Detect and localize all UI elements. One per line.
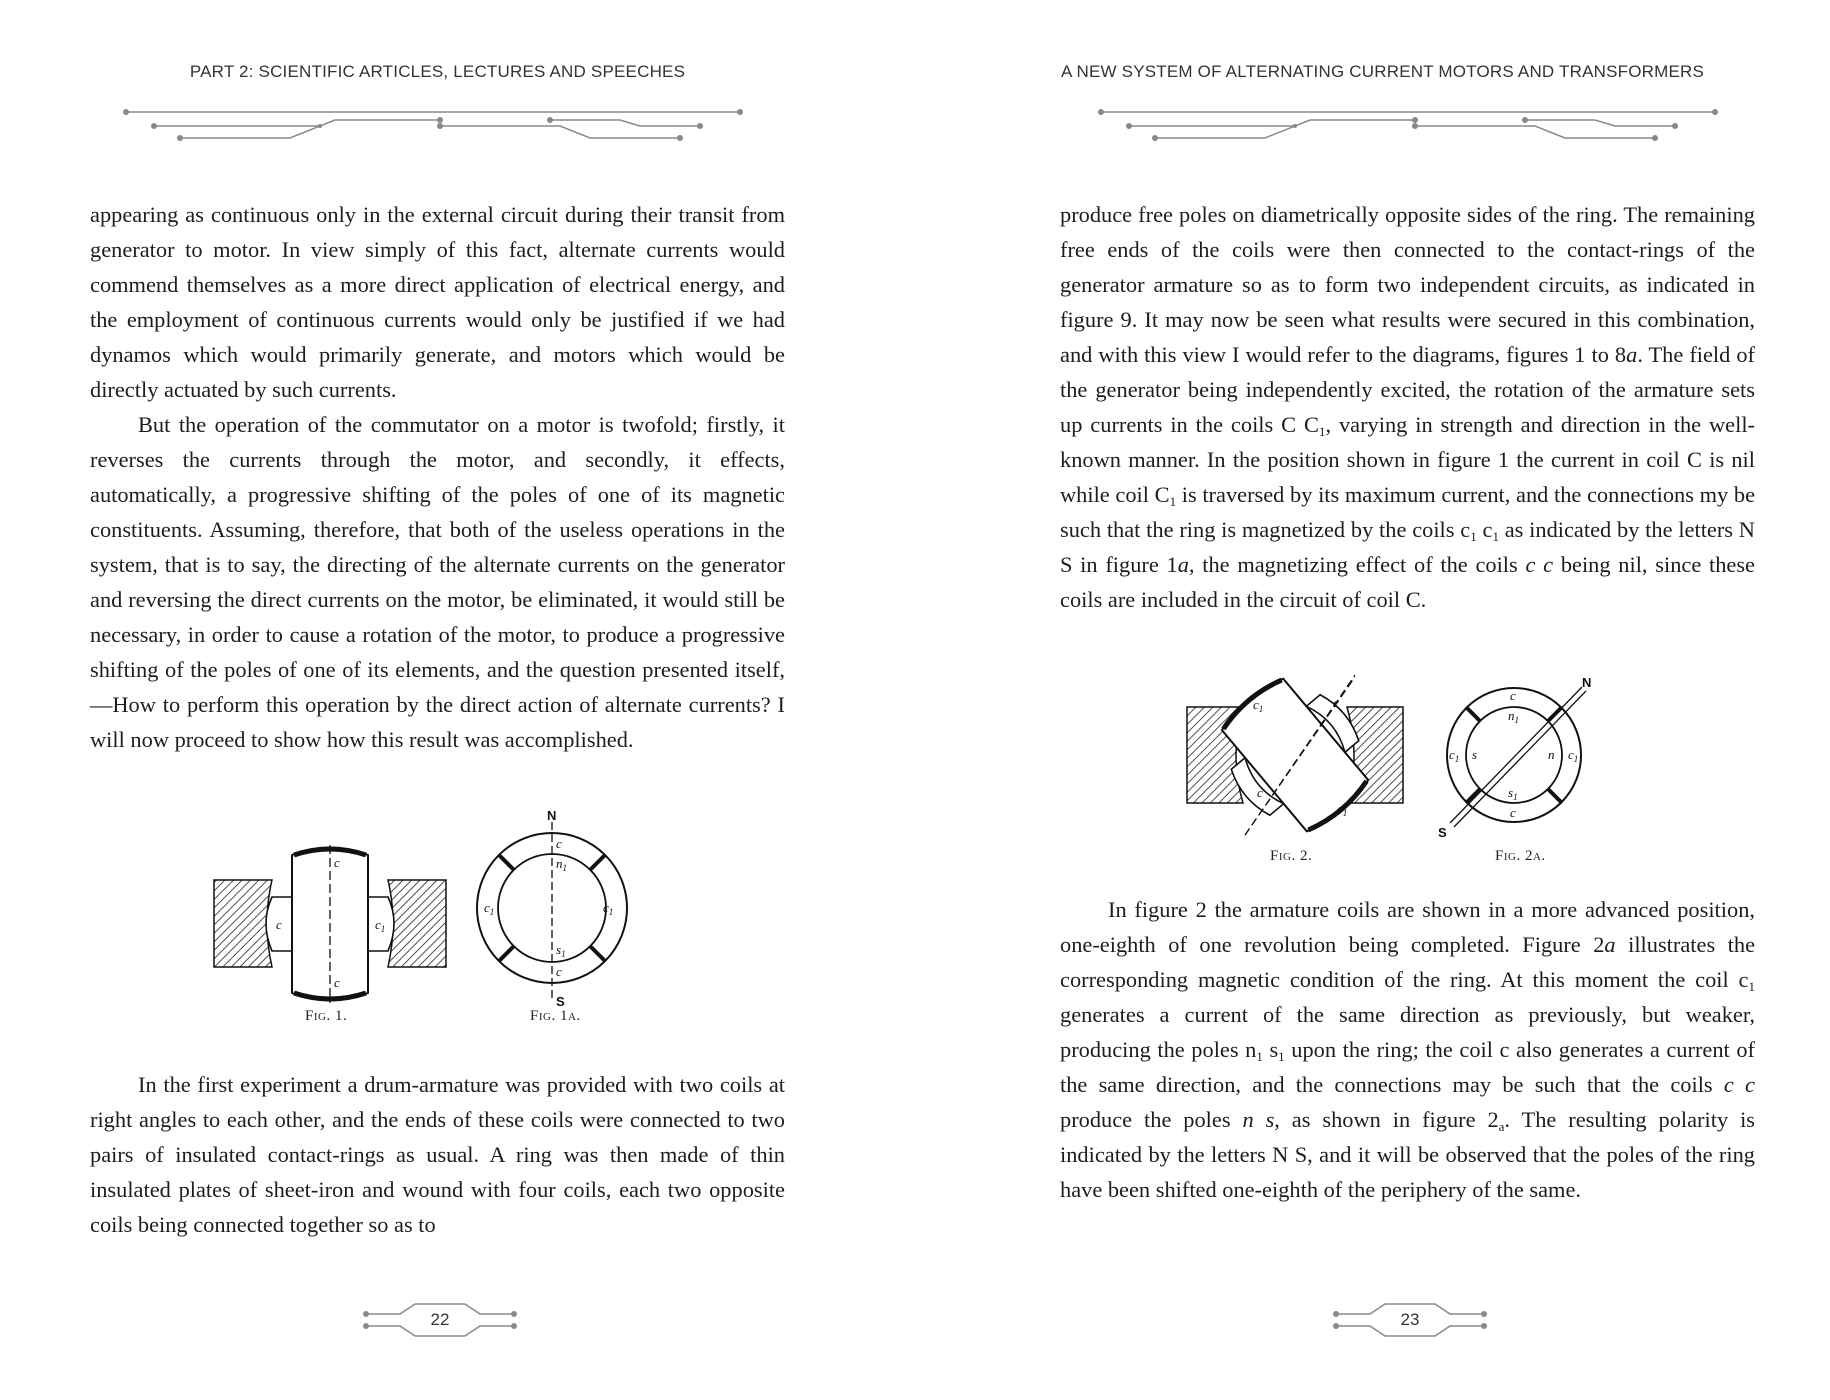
header-ornament-right bbox=[1095, 100, 1735, 150]
svg-text:n1: $n_1$ bbox=[1508, 708, 1519, 725]
svg-text:N: N bbox=[1582, 675, 1592, 690]
page-number-right-ornament bbox=[1330, 1300, 1490, 1345]
running-head-left: PART 2: SCIENTIFIC ARTICLES, LECTURES AND SPEECHES bbox=[189, 62, 686, 81]
svg-text:c: c bbox=[276, 917, 282, 932]
svg-text:c1: $c_1$ bbox=[1253, 697, 1264, 714]
svg-text:c: c bbox=[1510, 805, 1516, 820]
svg-text:c1: $c_1$ bbox=[603, 900, 614, 917]
figure-1a-caption: Fig. 1a. bbox=[530, 1008, 581, 1024]
left-paragraph-3: In the first experiment a drum-armature was provided with two coils at right angles to each other, and the ends of these coils were connected to two pairs of insulated contact-rings as usual. A ring was then made of thin insulated plates of sheet-iron and wound with four coils, each two opposite coils being connected together so as to bbox=[90, 1072, 785, 1237]
running-head-right: A NEW SYSTEM OF ALTERNATING CURRENT MOTORS AND TRANSFORMERS bbox=[1060, 62, 1705, 81]
left-paragraph-2: But the operation of the commutator on a motor is twofold; firstly, it reverses the currents through the motor, and secondly, it effects, automatically, a progressive shifting of the poles of one of its magnetic constituents. Assuming, therefore, that both of the useless operations in the system, that is to say, the directing of the alternate currents on the generator and reversing the direct currents on the motor, be eliminated, it would still be necessary, in order to cause a rotation of the motor, to produce a progressive shifting of the poles of one of its elements, and the question presented itself,—How to perform this operation by the direct action of alternate currents? I will now proceed to show how this result was accomplished. bbox=[90, 412, 785, 752]
svg-text:n1: $n_1$ bbox=[556, 856, 567, 873]
figure-2a-ring bbox=[1430, 675, 1600, 845]
svg-text:s: s bbox=[1472, 747, 1478, 762]
svg-text:c1: $c_1$ bbox=[484, 900, 495, 917]
svg-text:s1: $s_1$ bbox=[1508, 785, 1518, 802]
page-number-left-ornament bbox=[360, 1300, 520, 1345]
header-ornament-left bbox=[120, 100, 760, 150]
page-number-right: 23 bbox=[1400, 1310, 1420, 1329]
right-page bbox=[915, 0, 1830, 1400]
svg-text:s1: $s_1$ bbox=[556, 942, 566, 959]
svg-text:c: c bbox=[1257, 785, 1263, 800]
page-number-left: 22 bbox=[430, 1310, 450, 1329]
right-paragraph-2: In figure 2 the armature coils are shown in a more advanced position, one-eighth of one revolution being completed. Figure 2a illustrates the corresponding magnetic condition of the ring. At this moment the coil $c_1$ generates a current of the same direction as previously, but weaker, producing the poles $n_1$ $s_1$ upon the ring; the coil c also generates a current of the same direction, and the connections may be such that the coils c c produce the poles n s, as shown in figure $2_a$. The resulting polarity is indicated by the letters N S, and it will be observed that the poles of the ring have been shifted one-eighth of the periphery of the same. bbox=[1060, 897, 1756, 1202]
figure-2-caption: Fig. 2. bbox=[1270, 848, 1313, 864]
right-body-top bbox=[1060, 197, 1755, 617]
figure-1a-ring bbox=[470, 808, 640, 1008]
svg-text:c: c bbox=[556, 836, 562, 851]
left-paragraph-1: appearing as continuous only in the external circuit during their transit from generator to motor. In view simply of this fact, alternate currents would commend themselves as a more direct application of electrical energy, and the employment of continuous currents would only be justified if we had dynamos which would primarily generate, and motors which would be directly actuated by such currents. bbox=[90, 202, 785, 402]
left-body-bottom bbox=[90, 1067, 785, 1242]
figure-2a-caption: Fig. 2a. bbox=[1495, 848, 1546, 864]
figure-1-caption: Fig. 1. bbox=[305, 1008, 348, 1024]
left-body-top bbox=[90, 197, 785, 757]
figure-2-drum-armature bbox=[1185, 675, 1405, 845]
svg-text:S: S bbox=[556, 994, 565, 1008]
svg-text:c: c bbox=[334, 855, 340, 870]
svg-text:c1: $c_1$ bbox=[1568, 747, 1579, 764]
svg-text:c1: $c_1$ bbox=[1449, 747, 1460, 764]
svg-text:c: c bbox=[1510, 688, 1516, 703]
svg-text:c: c bbox=[1333, 695, 1339, 710]
figure-1-drum-armature bbox=[210, 835, 450, 1005]
svg-text:S: S bbox=[1438, 825, 1447, 840]
right-paragraph-1: produce free poles on diametrically opposite sides of the ring. The remaining free ends of the coils were then connected to the contact-rings of the generator armature so as to form two independent circuits, as indicated in figure 9. It may now be seen what results were secured in this combination, and with this view I would refer to the diagrams, figures 1 to 8a. The field of the generator being independently excited, the rotation of the armature sets up currents in the coils C $C_1$, varying in strength and direction in the well-known manner. In the position shown in figure 1 the current in coil C is nil while coil $C_1$ is traversed by its maximum current, and the connections my be such that the ring is magnetized by the coils $c_1$ $c_1$ as indicated by the letters N S in figure 1a, the magnetizing effect of the coils c c being nil, since these coils are included in the circuit of coil C. bbox=[1060, 202, 1756, 612]
svg-text:N: N bbox=[547, 808, 557, 823]
right-body-bottom bbox=[1060, 892, 1755, 1207]
svg-text:c: c bbox=[334, 975, 340, 990]
svg-text:c: c bbox=[556, 964, 562, 979]
svg-text:c1: $c_1$ bbox=[375, 917, 386, 934]
svg-text:n: n bbox=[1548, 747, 1555, 762]
svg-text:c1: $c_1$ bbox=[1337, 801, 1348, 818]
